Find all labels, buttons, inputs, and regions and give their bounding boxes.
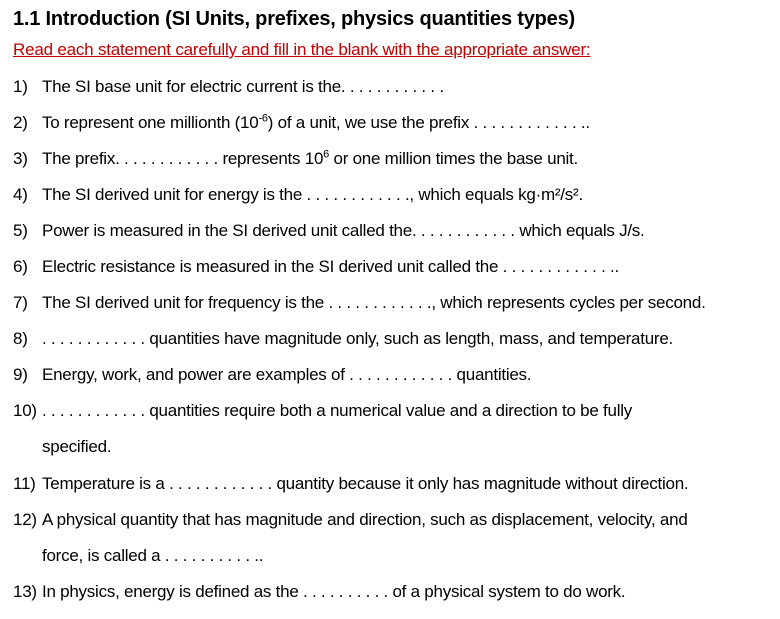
- question-item-5: [13, 221, 645, 241]
- question-text: Power is measured in the SI derived unit called the. . . . . . . . . . . . which equals J/s.: [42, 221, 645, 240]
- question-item-1: [13, 77, 444, 97]
- question-number: 10): [13, 401, 37, 420]
- question-continuation-10: specified.: [42, 437, 112, 456]
- question-text: Electric resistance is measured in the SI derived unit called the . . . . . . . . . . . . ..: [42, 257, 619, 276]
- question-number: 8): [13, 329, 28, 348]
- question-item-11: [13, 474, 688, 494]
- question-number: 11): [13, 474, 36, 493]
- question-item-8: [13, 329, 673, 349]
- question-text: A physical quantity that has magnitude and direction, such as displacement, velocity, and: [42, 510, 688, 529]
- question-text: In physics, energy is defined as the . . . . . . . . . . of a physical system to do work.: [42, 582, 626, 601]
- question-number: 12): [13, 510, 37, 529]
- question-text: The SI base unit for electric current is the. . . . . . . . . . . .: [42, 77, 444, 96]
- question-number: 9): [13, 365, 28, 384]
- question-text: Energy, work, and power are examples of . . . . . . . . . . . . quantities.: [42, 365, 532, 384]
- instruction-text: Read each statement carefully and fill in the blank with the appropriate answer:: [13, 40, 591, 59]
- question-text: The prefix. . . . . . . . . . . . represents 10: [42, 149, 324, 168]
- question-item-13: [13, 582, 625, 602]
- page-title: 1.1 Introduction (SI Units, prefixes, physics quantities types): [13, 8, 575, 30]
- superscript: 6: [323, 148, 330, 161]
- question-number: 1): [13, 77, 28, 96]
- question-item-4: [13, 185, 583, 205]
- question-item-12: [13, 510, 688, 530]
- question-item-6: [13, 257, 619, 277]
- question-number: 3): [13, 149, 28, 168]
- question-text-cont: or one million times the base unit.: [329, 149, 578, 168]
- question-number: 5): [13, 221, 28, 240]
- question-number: 2): [13, 113, 28, 132]
- question-item-9: [13, 365, 531, 385]
- question-item-3: [13, 149, 578, 169]
- question-number: 4): [13, 185, 28, 204]
- question-text-cont: ) of a unit, we use the prefix . . . . . . . . . . . . ..: [267, 113, 590, 132]
- question-text: The SI derived unit for frequency is the . . . . . . . . . . . ., which represents cycles per second.: [42, 293, 706, 312]
- question-number: 6): [13, 257, 28, 276]
- question-text: The SI derived unit for energy is the . . . . . . . . . . . ., which equals kg·m²/s².: [42, 185, 583, 204]
- question-item-7: [13, 293, 706, 313]
- question-continuation-12: force, is called a . . . . . . . . . . ..: [42, 546, 264, 565]
- question-number: 13): [13, 582, 37, 601]
- question-number: 7): [13, 293, 28, 312]
- question-text: . . . . . . . . . . . . quantities require both a numerical value and a direction to be fully: [42, 401, 633, 420]
- question-item-10: [13, 401, 632, 421]
- question-item-2: [13, 113, 590, 133]
- question-text: . . . . . . . . . . . . quantities have magnitude only, such as length, mass, and temperature.: [42, 329, 674, 348]
- question-text: To represent one millionth (10: [42, 113, 259, 132]
- question-text: Temperature is a . . . . . . . . . . . . quantity because it only has magnitude without direction.: [42, 474, 689, 493]
- superscript: -6: [258, 112, 268, 125]
